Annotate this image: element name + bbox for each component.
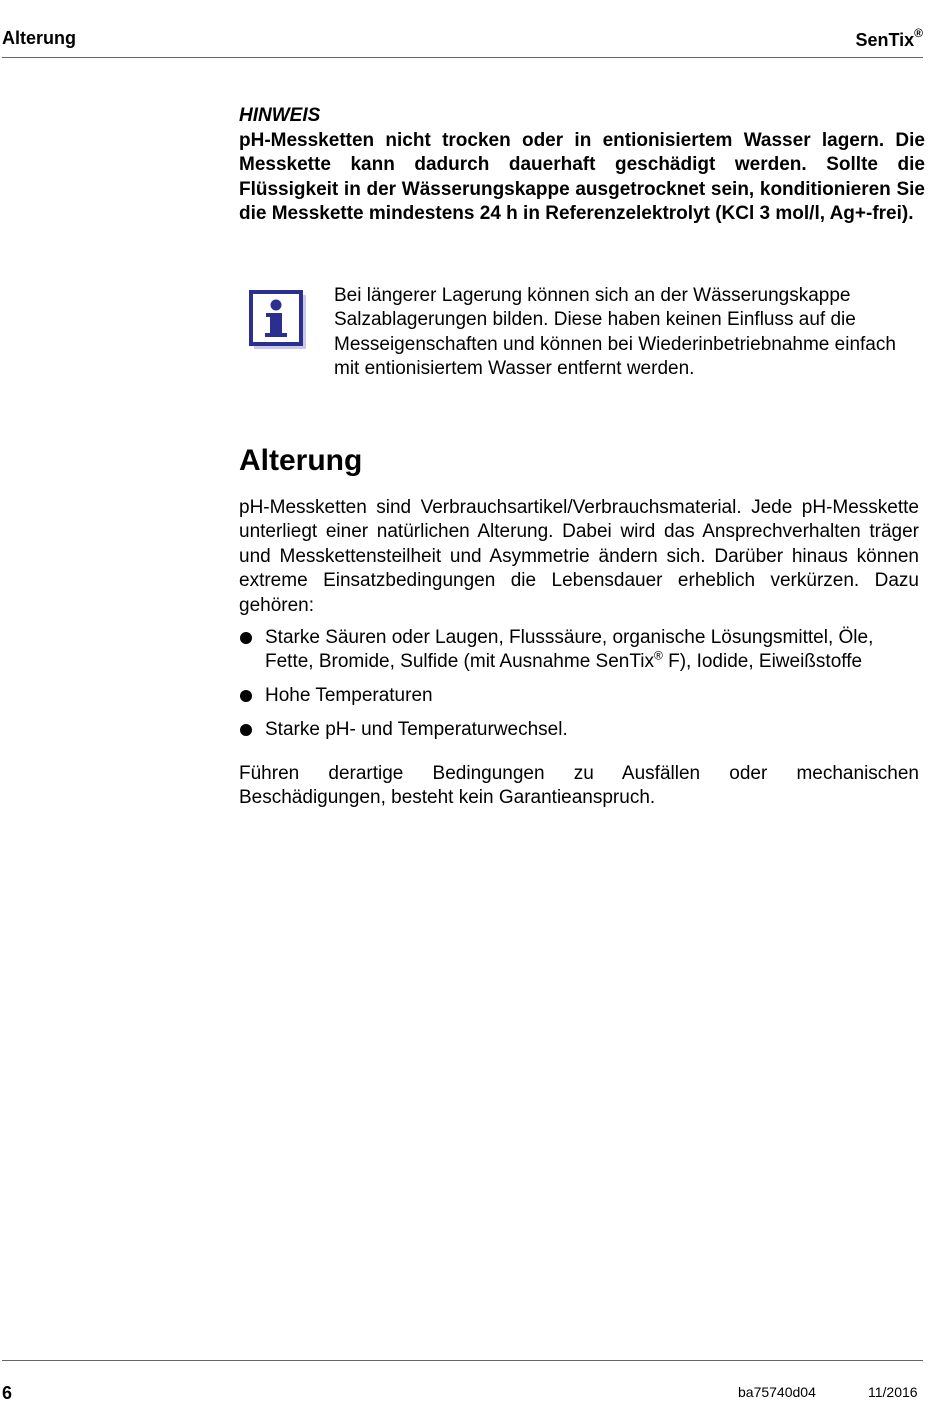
header-product-text: SenTix	[855, 30, 915, 50]
list-item	[239, 684, 924, 708]
section-heading: Alterung	[239, 444, 363, 477]
document-date: 11/2016	[868, 1384, 918, 1400]
bullet-icon	[240, 724, 252, 736]
note-title: HINWEIS	[239, 105, 321, 126]
section-intro: pH-Messketten sind Verbrauchsartikel/Verbrauchsmaterial. Jede pH-Messkette unterliegt einer natürlichen Alterung. Dabei wird das Ansprechverhalten träger und Messkettensteilheit und Asymmetrie ändern sich. Darüber hinaus können extreme Einsatzbedingungen die Lebensdauer erheblich verkürzen. Dazu gehören:	[239, 497, 919, 616]
header-divider	[2, 57, 923, 58]
footer-divider	[2, 1360, 923, 1361]
document-id: ba75740d04	[738, 1384, 816, 1400]
list-item-text: Starke pH- und Temperaturwechsel.	[265, 719, 568, 741]
list-item	[239, 626, 924, 675]
bullet-icon	[240, 690, 252, 702]
list-item	[239, 718, 924, 742]
conditions-list	[239, 626, 924, 752]
info-icon	[249, 290, 306, 349]
list-item-text-cont: F), Iodide, Eiweißstoffe	[662, 651, 863, 673]
page-number: 6	[2, 1383, 13, 1403]
registered-mark: ®	[914, 26, 923, 40]
registered-mark: ®	[653, 649, 663, 664]
note-text: pH-Messketten nicht trocken oder in entionisiertem Wasser lagern. Die Messkette kann dadurch dauerhaft geschädigt werden. Sollte die Flüssigkeit in der Wässerungskappe ausgetrocknet sein, konditionieren Sie die Messkette mindestens 24 h in Referenzelektrolyt (KCl 3 mol/l, Ag+-frei).	[239, 130, 925, 225]
info-text: Bei längerer Lagerung können sich an der Wässerungskappe Salzablagerungen bilden. Diese haben keinen Einfluss auf die Messeigenschaften und können bei Wiederinbetriebnahme einfach mit entionisiertem Wasser entfernt werden.	[334, 285, 896, 380]
bullet-icon	[240, 632, 252, 644]
list-item-text: Hohe Temperaturen	[265, 685, 433, 707]
header-section-title: Alterung	[2, 28, 76, 48]
section-closing: Führen derartige Bedingungen zu Ausfällen oder mechanischen Beschädigungen, besteht kein Garantieanspruch.	[239, 763, 919, 809]
header-product-name	[855, 28, 923, 51]
list-item-text: Starke Säuren oder Laugen, Flusssäure, organische Lösungsmittel, Öle, Fette, Bromide, Sulfide (mit Ausnahme SenTix	[265, 627, 874, 673]
page-header	[0, 24, 923, 54]
